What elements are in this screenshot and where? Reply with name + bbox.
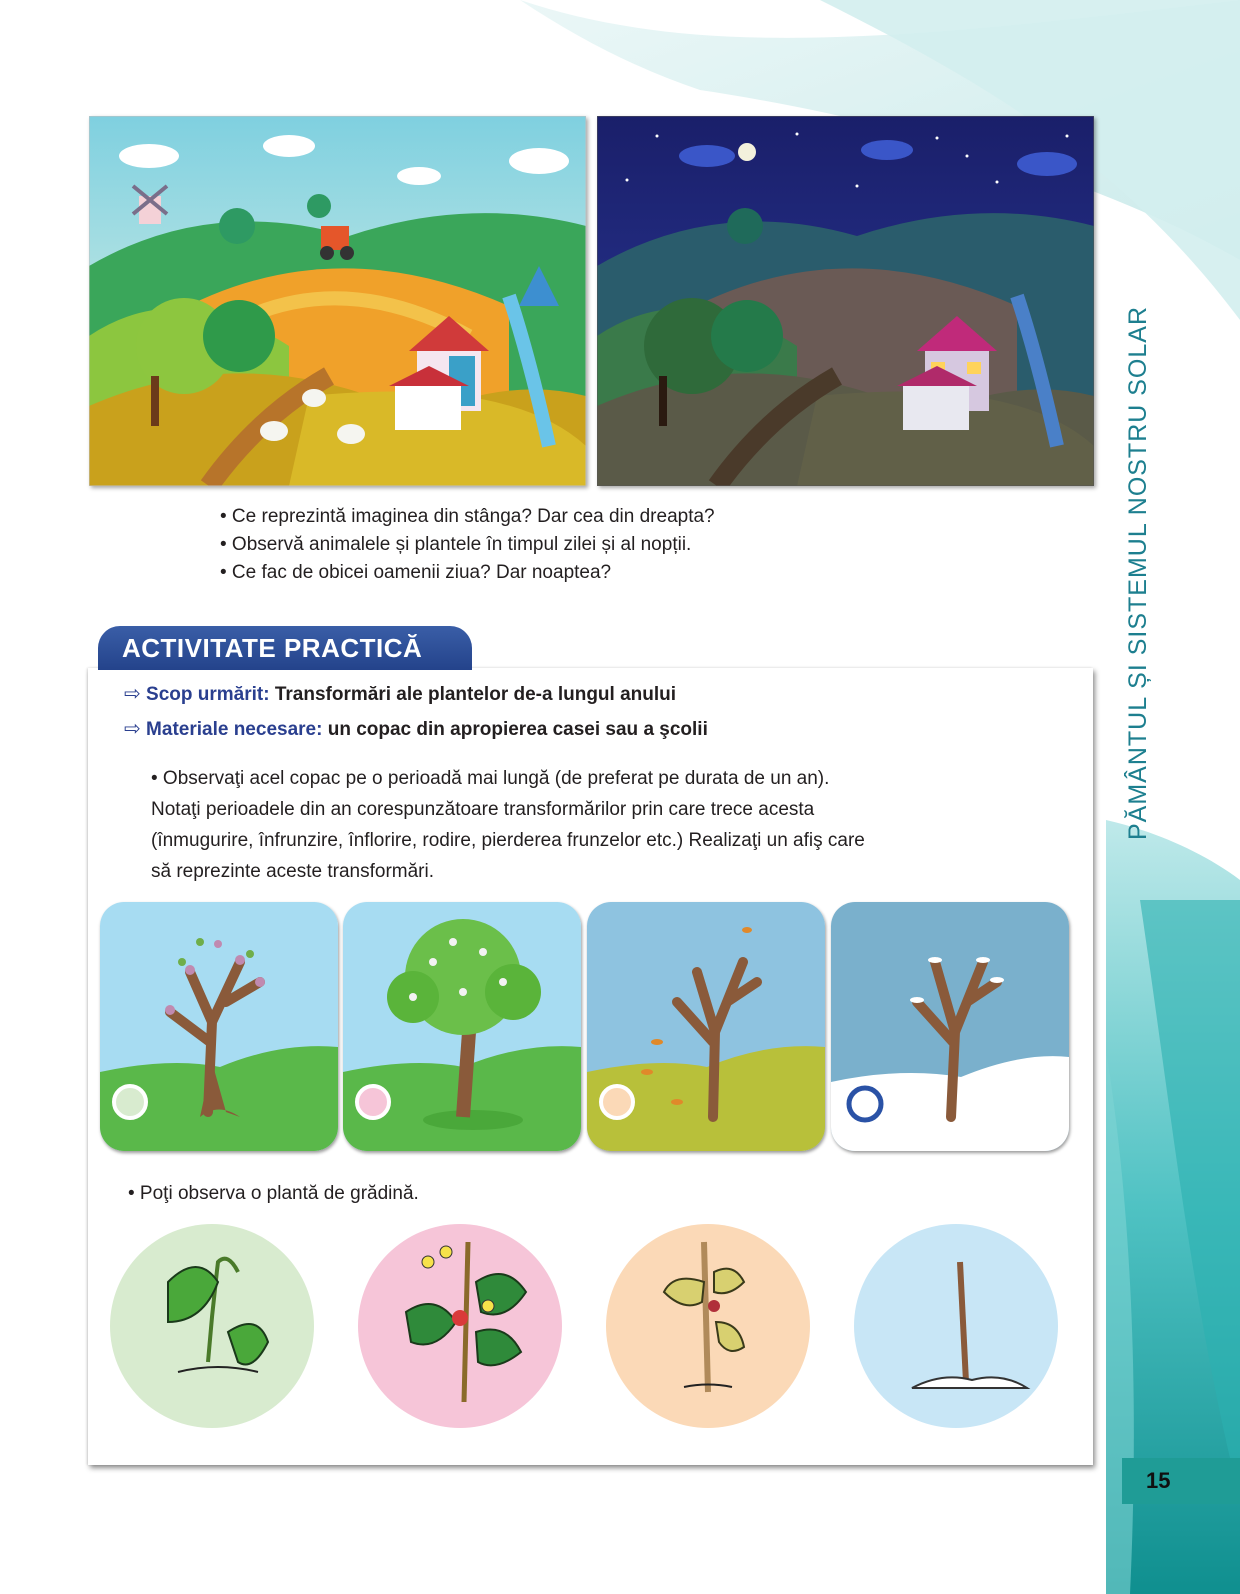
autumn-tree-panel	[587, 902, 825, 1151]
plant-winter-stake-circle	[852, 1222, 1060, 1430]
plant-young-circle	[108, 1222, 316, 1430]
page-number: 15	[1122, 1458, 1240, 1504]
instruction-line: Notaţi perioadele din an corespunzătoare transformărilor prin care trece acesta	[151, 799, 815, 820]
arrow-right-icon: ⇨	[124, 683, 141, 705]
instruction-line: să reprezinte aceste transformări.	[151, 861, 435, 882]
goal-line	[124, 681, 676, 706]
plant-flowering-circle	[356, 1222, 564, 1430]
instructions-paragraph	[151, 763, 865, 887]
instruction-line: (înmugurire, înfrunzire, înflorire, rodire, pierderea frunzelor etc.) Realizaţi un afiş care	[151, 830, 865, 851]
summer-color-dot	[357, 1086, 389, 1118]
question-1: • Ce reprezintă imaginea din stânga? Dar cea din dreapta?	[220, 506, 715, 527]
chapter-side-title: PĂMÂNTUL ȘI SISTEMUL NOSTRU SOLAR	[1124, 305, 1152, 840]
spring-tree-panel	[100, 902, 338, 1151]
activity-heading: ACTIVITATE PRACTICĂ	[98, 626, 472, 670]
arrow-right-icon: ⇨	[124, 718, 141, 740]
autumn-color-dot	[601, 1086, 633, 1118]
plant-wilting-circle	[604, 1222, 812, 1430]
day-landscape-image	[89, 116, 586, 486]
discussion-questions	[220, 503, 715, 587]
materials-value: un copac din apropierea casei sau a şcolii	[327, 719, 708, 740]
winter-tree-panel	[831, 902, 1069, 1151]
materials-line	[124, 716, 708, 741]
materials-label: Materiale necesare:	[146, 719, 323, 740]
instruction-line: • Observaţi acel copac pe o perioadă mai lungă (de preferat pe durata de un an).	[151, 768, 830, 789]
summer-tree-panel	[343, 902, 581, 1151]
spring-color-dot	[114, 1086, 146, 1118]
night-landscape-image	[597, 116, 1094, 486]
goal-label: Scop urmărit:	[146, 684, 270, 705]
question-2: • Observă animalele și plantele în timpul zilei și al nopții.	[220, 534, 692, 555]
winter-color-dot	[849, 1088, 881, 1120]
question-3: • Ce fac de obicei oamenii ziua? Dar noaptea?	[220, 562, 612, 583]
garden-plant-note: • Poţi observa o plantă de grădină.	[128, 1183, 419, 1204]
goal-value: Transformări ale plantelor de-a lungul anului	[274, 684, 677, 705]
